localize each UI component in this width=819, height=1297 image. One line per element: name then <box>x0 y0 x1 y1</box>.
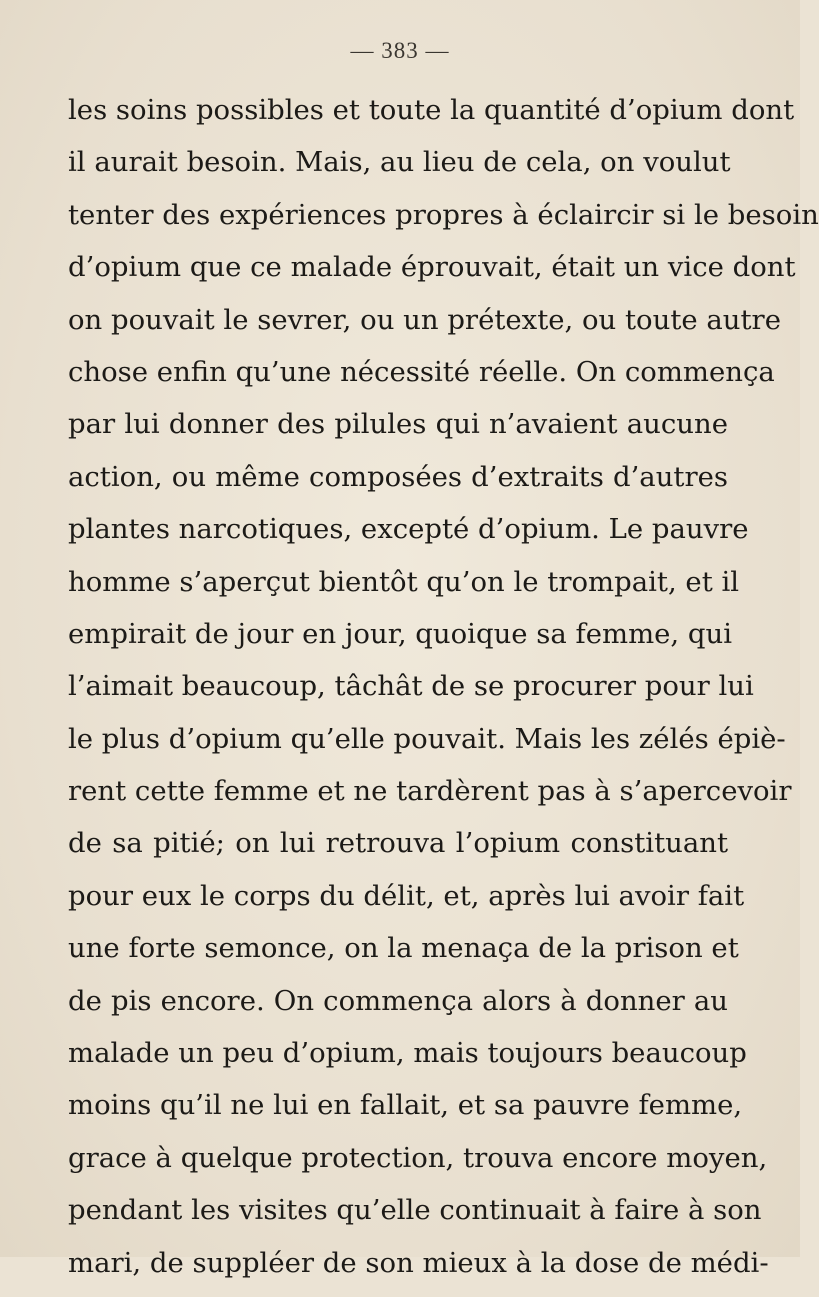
text-line: le plus d’opium qu’elle pouvait. Mais les zélés épiè- <box>68 722 786 755</box>
text-line: mari, de suppléer de son mieux à la dose de médi- <box>68 1246 769 1279</box>
text-line: pour eux le corps du délit, et, après lui avoir fait <box>68 879 745 912</box>
text-line: par lui donner des pilules qui n’avaient aucune <box>68 408 728 441</box>
text-line: chose enfin qu’une nécessité réelle. On commença <box>68 355 775 388</box>
text-line: rent cette femme et ne tardèrent pas à s’apercevoir <box>68 775 792 808</box>
text-line: il aurait besoin. Mais, au lieu de cela, on voulut <box>68 146 731 179</box>
text-line: plantes narcotiques, excepté d’opium. Le pauvre <box>68 513 749 546</box>
text-line: les soins possibles et toute la quantité d’opium dont <box>68 94 795 126</box>
text-line: de sa pitié; on lui retrouva l’opium constituant <box>68 827 728 860</box>
text-line: homme s’aperçut bientôt qu’on le trompait, et il <box>68 565 740 598</box>
body-text <box>68 92 819 1297</box>
text-line: grace à quelque protection, trouva encore moyen, <box>68 1141 768 1174</box>
text-line: pendant les visites qu’elle continuait à faire à son <box>68 1194 762 1227</box>
text-line: une forte semonce, on la menaça de la prison et <box>68 932 739 965</box>
text-line: moins qu’il ne lui en fallait, et sa pauvre femme, <box>68 1089 743 1122</box>
text-line: l’aimait beaucoup, tâchât de se procurer pour lui <box>68 670 754 703</box>
page-number: — 383 — <box>350 38 450 63</box>
text-line: malade un peu d’opium, mais toujours beaucoup <box>68 1037 747 1070</box>
text-line: de pis encore. On commença alors à donner au <box>68 984 728 1017</box>
text-line: tenter des expériences propres à éclaircir si le besoin <box>68 198 819 231</box>
text-line: on pouvait le sevrer, ou un prétexte, ou toute autre <box>68 303 781 336</box>
text-line: empirait de jour en jour, quoique sa femme, qui <box>68 617 733 650</box>
text-line: d’opium que ce malade éprouvait, était un vice dont <box>68 251 796 284</box>
text-line: action, ou même composées d’extraits d’autres <box>68 460 728 493</box>
